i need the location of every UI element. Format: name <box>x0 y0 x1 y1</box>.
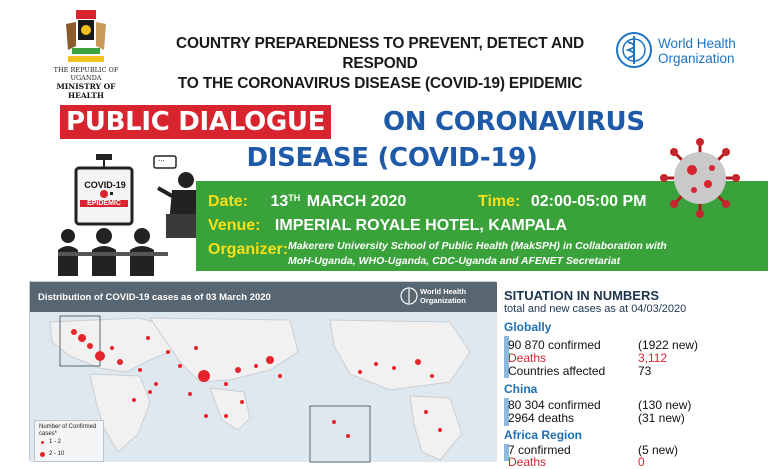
legend-title: Number of Confirmed cases* <box>39 424 97 437</box>
situation-panel <box>504 288 766 469</box>
who-name <box>658 36 736 66</box>
who-name-line2: Organization <box>658 51 735 66</box>
event-title-part2: ON CORONAVIRUS <box>383 107 645 137</box>
ministry-label: MINISTRY OF HEALTH <box>56 82 116 100</box>
map-title: Distribution of COVID-19 cases as of 03 March 2020 <box>38 292 271 303</box>
globally-deaths-value: 3,112 <box>638 351 668 365</box>
who-emblem-icon <box>614 30 654 70</box>
globally-label: Globally <box>504 320 552 334</box>
china-confirmed: 80 304 confirmed <box>508 398 601 412</box>
header-title <box>150 34 610 94</box>
covid-distribution-map <box>29 281 496 461</box>
map-header <box>30 282 497 312</box>
organizer-row <box>208 241 288 261</box>
china-label: China <box>504 382 538 396</box>
header-title-line1: COUNTRY PREPAREDNESS TO PREVENT, DETECT AND RESPOND <box>176 35 584 72</box>
legend-range-1: 1 - 2 <box>49 439 62 445</box>
organizer-text <box>288 239 758 269</box>
africa-confirmed-new: (5 new) <box>638 443 679 457</box>
time-row <box>478 193 646 213</box>
header <box>0 0 768 100</box>
china-confirmed-new: (130 new) <box>638 398 692 412</box>
who-name-line1: World Health <box>658 36 736 51</box>
legend-range-2: 2 - 10 <box>49 451 65 457</box>
globally-countries-value: 73 <box>638 364 652 378</box>
time-value: 02:00-05:00 PM <box>530 193 647 210</box>
china-deaths: 2964 deaths <box>508 411 575 425</box>
map-legend <box>34 420 104 462</box>
date-rest: MARCH 2020 <box>306 193 407 210</box>
venue-value: IMPERIAL ROYALE HOTEL, KAMPALA <box>274 217 568 234</box>
globally-countries-label: Countries affected <box>508 364 606 378</box>
organizer-line2: MoH-Uganda, WHO-Uganda, CDC-Uganda and AFENET Secretariat <box>288 255 621 267</box>
venue-label: Venue: <box>208 217 261 234</box>
africa-label: Africa Region <box>504 428 583 442</box>
date-suffix: TH <box>288 193 301 203</box>
coronavirus-icon <box>654 138 746 218</box>
uganda-coat-of-arms <box>40 10 132 100</box>
lecture-illustration <box>58 150 208 276</box>
situation-subheading: total and new cases as at 04/03/2020 <box>504 303 687 315</box>
legend-dot-medium-icon <box>40 452 45 457</box>
republic-label: THE REPUBLIC OF UGANDA <box>53 66 119 82</box>
africa-deaths-value: 0 <box>638 455 645 469</box>
date-row <box>208 193 406 213</box>
header-title-line2: TO THE CORONAVIRUS DISEASE (COVID-19) EPIDEMIC <box>177 75 583 92</box>
map-who-label <box>420 287 466 305</box>
time-label: Time: <box>478 193 521 210</box>
africa-confirmed: 7 confirmed <box>508 443 571 457</box>
map-who-line2: Organization <box>420 296 466 305</box>
date-day: 13 <box>270 193 289 210</box>
speech-bubble-text: ... <box>158 155 165 163</box>
date-label: Date: <box>208 193 249 210</box>
legend-dot-small-icon <box>41 441 44 444</box>
map-who-line1: World Health <box>420 287 467 296</box>
venue-row <box>208 217 567 237</box>
event-title-line2: DISEASE (COVID-19) <box>246 143 538 173</box>
screen-epidemic-label: EPIDEMIC <box>80 200 128 207</box>
map-who-icon <box>400 287 418 305</box>
globally-deaths-label: Deaths <box>508 351 547 365</box>
screen-text: COVID-19 <box>84 180 126 190</box>
globally-confirmed-new: (1922 new) <box>638 338 699 352</box>
organizer-label: Organizer: <box>208 241 289 258</box>
china-deaths-new: (31 new) <box>638 411 685 425</box>
africa-deaths-label: Deaths <box>508 455 547 469</box>
organizer-line1: Makerere University School of Public Health (MakSPH) in Collaboration with <box>288 240 667 252</box>
globally-confirmed: 90 870 confirmed <box>508 338 601 352</box>
situation-heading: SITUATION IN NUMBERS <box>504 288 660 303</box>
who-logo <box>614 30 764 74</box>
event-title-highlight: PUBLIC DIALOGUE <box>60 105 331 139</box>
coat-of-arms-icon <box>58 10 114 64</box>
